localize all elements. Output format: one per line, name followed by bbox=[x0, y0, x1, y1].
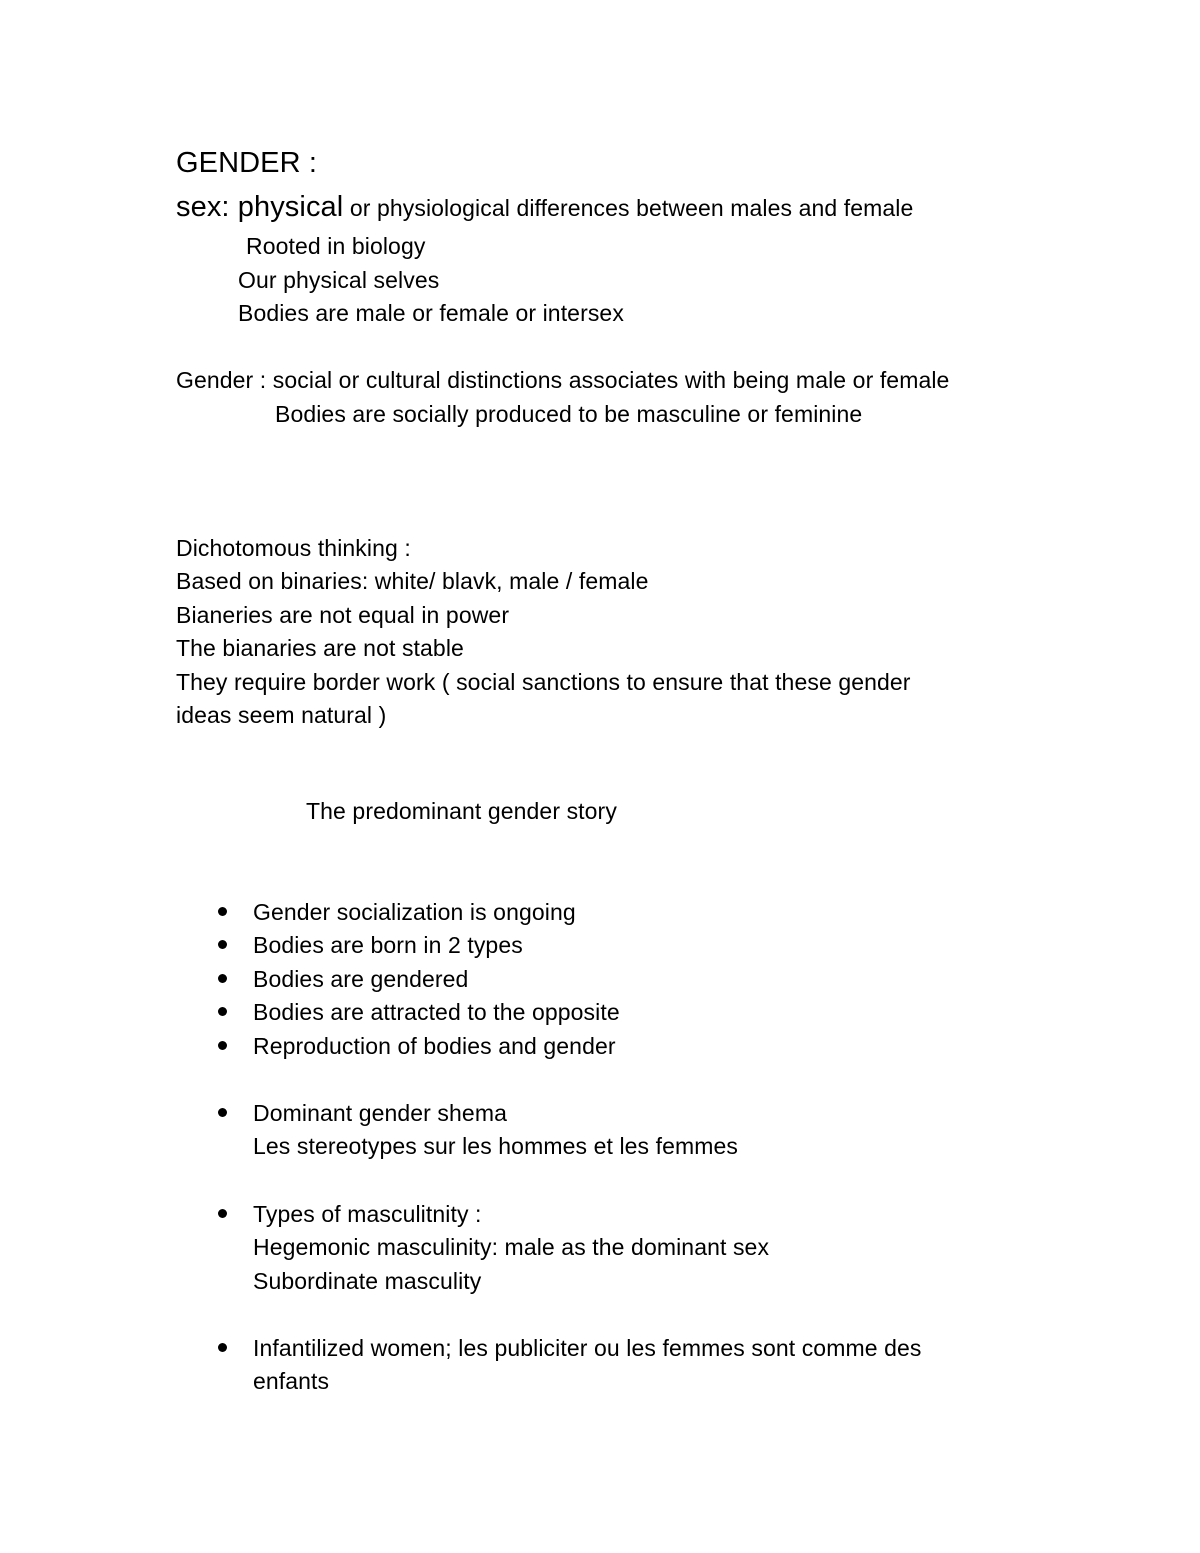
sex-term: sex: physical bbox=[176, 191, 344, 223]
masculinity-sub: Subordinate masculity bbox=[253, 1268, 482, 1294]
sex-detail: Our physical selves bbox=[238, 267, 440, 293]
story-bullet: Bodies are born in 2 types bbox=[253, 932, 523, 958]
dichotomous-heading: Dichotomous thinking : bbox=[176, 535, 411, 561]
document-title: GENDER : bbox=[176, 147, 317, 179]
bullet-dot bbox=[218, 907, 227, 916]
dichotomous-line: They require border work ( social sanctions to ensure that these gender bbox=[176, 669, 911, 695]
story-bullet: Bodies are gendered bbox=[253, 966, 469, 992]
story-bullet: Reproduction of bodies and gender bbox=[253, 1033, 616, 1059]
sex-definition-text: or physiological differences between males and female bbox=[343, 195, 914, 221]
bullet-dot bbox=[218, 940, 227, 949]
story-bullet: Gender socialization is ongoing bbox=[253, 899, 576, 925]
story-heading: The predominant gender story bbox=[306, 798, 617, 824]
schema-bullet: Dominant gender shema bbox=[253, 1100, 507, 1126]
infantilized-bullet: Infantilized women; les publiciter ou les femmes sont comme des bbox=[253, 1335, 922, 1361]
sex-detail: Bodies are male or female or intersex bbox=[238, 300, 624, 326]
bullet-dot bbox=[218, 1108, 227, 1117]
dichotomous-line: ideas seem natural ) bbox=[176, 702, 387, 728]
bullet-dot bbox=[218, 1041, 227, 1050]
dichotomous-line: Based on binaries: white/ blavk, male / female bbox=[176, 568, 649, 594]
schema-sub: Les stereotypes sur les hommes et les femmes bbox=[253, 1133, 739, 1159]
gender-detail: Bodies are socially produced to be masculine or feminine bbox=[275, 401, 863, 427]
infantilized-cont: enfants bbox=[253, 1368, 330, 1394]
sex-detail: Rooted in biology bbox=[246, 233, 426, 259]
bullet-dot bbox=[218, 1209, 227, 1218]
masculinity-bullet: Types of masculitnity : bbox=[253, 1201, 482, 1227]
bullet-dot bbox=[218, 974, 227, 983]
bullet-dot bbox=[218, 1343, 227, 1352]
dichotomous-line: Bianeries are not equal in power bbox=[176, 602, 510, 628]
bullet-dot bbox=[218, 1007, 227, 1016]
dichotomous-line: The bianaries are not stable bbox=[176, 635, 464, 661]
gender-definition-line: Gender : social or cultural distinctions associates with being male or female bbox=[176, 367, 950, 393]
story-bullet: Bodies are attracted to the opposite bbox=[253, 999, 620, 1025]
sex-definition-line bbox=[176, 192, 913, 223]
masculinity-sub: Hegemonic masculinity: male as the dominant sex bbox=[253, 1234, 770, 1260]
